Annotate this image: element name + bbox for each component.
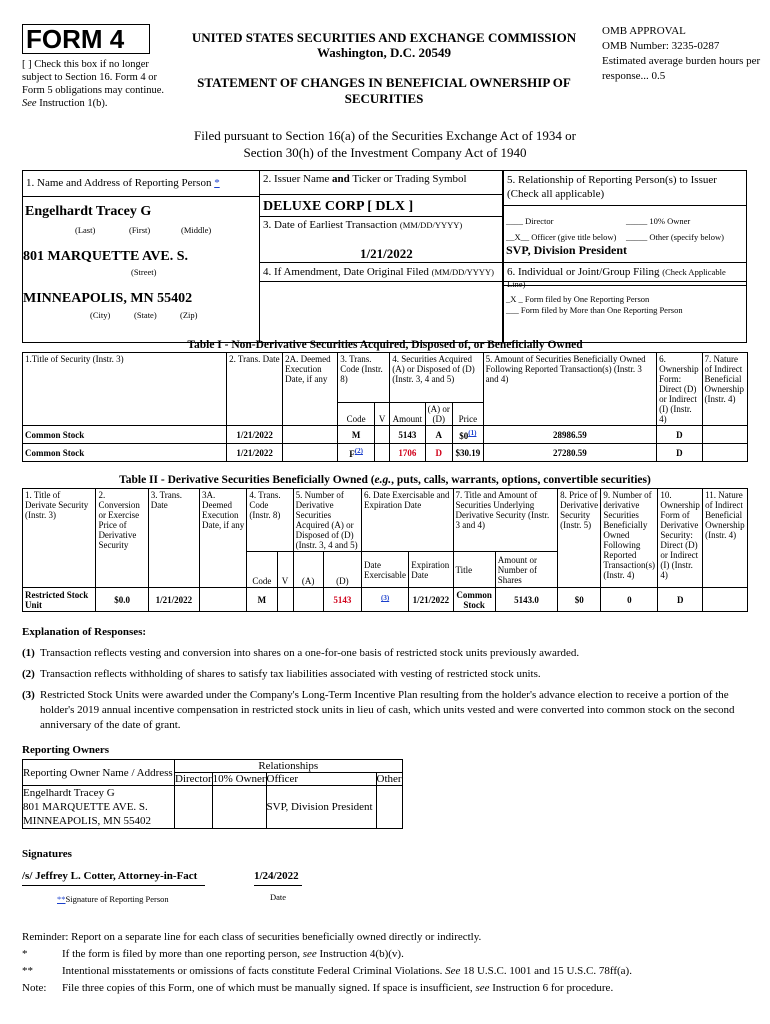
box3-label: 3. Date of Earliest Transaction (MM/DD/YYYY): [263, 219, 463, 231]
t1-sub-ad: (A) or (D): [425, 403, 453, 426]
t2-row-underlying-amount: 5143.0: [495, 588, 557, 612]
filing-basis: [150, 127, 620, 161]
t1-header-securities: 4. Securities Acquired (A) or Disposed of (D) (Instr. 3, 4 and 5): [390, 353, 483, 403]
signature-caption: **Signature of Reporting Person: [57, 894, 169, 904]
t2-sub-title: Title: [453, 552, 495, 588]
box2-label: 2. Issuer Name and Ticker or Trading Symbol: [263, 173, 467, 185]
box5-label: 5. Relationship of Reporting Person(s) to Issuer (Check all applicable): [507, 174, 717, 200]
t1-header-trans-date: 2. Trans. Date: [227, 353, 283, 426]
form-number-box: [22, 24, 150, 54]
t2-header-conversion: 2. Conversion or Exercise Price of Derivative Security: [96, 489, 148, 588]
ten-percent-owner-checkbox: _____ 10% Owner: [626, 216, 691, 226]
t1-row1-amount: 5143: [390, 426, 425, 444]
sec-location: Washington, D.C. 20549: [317, 45, 451, 60]
owner-name-address: Engelhardt Tracey G 801 MARQUETTE AVE. S. MINNEAPOLIS, MN 55402: [23, 786, 175, 829]
form-footnotes: [22, 929, 752, 997]
t1-row2-price: $30.19: [453, 444, 484, 462]
box1-label: 1. Name and Address of Reporting Person *: [26, 177, 220, 189]
table2-title: Table II - Derivative Securities Beneficially Owned (e.g., puts, calls, warrants, options, convertible securities): [119, 474, 651, 486]
t1-row2-ad: D: [425, 444, 453, 462]
table-row: [23, 444, 748, 462]
t1-header-nature: 7. Nature of Indirect Beneficial Ownership (Instr. 4): [702, 353, 747, 426]
t2-header-price: 8. Price of Derivative Security (Instr. 5): [558, 489, 601, 588]
t1-row1-form: D: [657, 426, 702, 444]
omb-approval-label: OMB APPROVAL: [602, 25, 686, 37]
statement-title: STATEMENT OF CHANGES IN BENEFICIAL OWNERSHIP OF SECURITIES: [197, 75, 571, 106]
t1-header-ownership-form: 6. Ownership Form: Direct (D) or Indirect (I) (Instr. 4): [657, 353, 702, 426]
explanation-title: Explanation of Responses:: [22, 626, 147, 638]
t2-sub-d: (D): [323, 552, 361, 588]
t2-row-expiration: 1/21/2022: [409, 588, 453, 612]
table-row: [23, 426, 748, 444]
check-note-see: See: [22, 98, 37, 109]
middle-label: (Middle): [181, 225, 212, 235]
t1-row1-ad: A: [425, 426, 453, 444]
t1-sub-code: Code: [338, 403, 375, 426]
t2-row-owned: 0: [601, 588, 658, 612]
filing-type-box: [503, 262, 747, 343]
footnote-double-star: ** Intentional misstatements or omissions of facts constitute Federal Criminal Violations. See 18 U.S.C. 1001 and 15 U.S.C. 78ff(a).: [22, 965, 632, 977]
director-checkbox: ____ Director: [506, 216, 554, 226]
owners-col-officer: Officer: [266, 773, 376, 786]
t1-row1-date: 1/21/2022: [227, 426, 283, 444]
table1-title: Table I - Non-Derivative Securities Acquired, Disposed of, or Beneficially Owned: [187, 339, 583, 351]
explanation-of-responses: [22, 625, 748, 733]
t2-row-form: D: [658, 588, 703, 612]
table2-derivative: [22, 488, 748, 612]
check-note-text: [ ] Check this box if no longer subject to Section 16. Form 4 or Form 5 obligations may continue.: [22, 59, 165, 96]
t1-row2-code-footnote[interactable]: (2): [354, 447, 363, 455]
table1-nonderivative: [22, 352, 748, 462]
reminder-note: Reminder: Report on a separate line for each class of securities beneficially owned directly or indirectly.: [22, 931, 482, 943]
reporting-person-name: Engelhardt Tracey G: [25, 204, 152, 219]
date-caption: Date: [269, 892, 287, 902]
omb-number: OMB Number: 3235-0287: [602, 40, 720, 52]
t1-row2-form: D: [657, 444, 702, 462]
owners-col-relationships: Relationships: [175, 760, 403, 773]
t2-header-number-owned: 9. Number of derivative Securities Beneficially Owned Following Reported Transaction(s) (Instr. 4): [601, 489, 658, 588]
t2-row-conversion: $0.0: [96, 588, 148, 612]
reporting-owners-title: Reporting Owners: [22, 744, 110, 756]
city-state-zip: MINNEAPOLIS, MN 55402: [23, 291, 193, 306]
t1-sub-amount: Amount: [390, 403, 425, 426]
t2-header-nature: 11. Nature of Indirect Beneficial Ownership (Instr. 4): [703, 489, 748, 588]
t1-row1-price-footnote[interactable]: (1): [468, 429, 477, 437]
t1-row2-title: Common Stock: [23, 444, 227, 462]
filing-basis-line2: Section 30(h) of the Investment Company Act of 1940: [243, 145, 527, 160]
t1-header-deemed-date: 2A. Deemed Execution Date, if any: [283, 353, 338, 426]
t1-row2-date: 1/21/2022: [227, 444, 283, 462]
reporting-owners-table: [22, 759, 403, 829]
first-label: (First): [129, 225, 151, 235]
t2-sub-expiration: Expiration Date: [409, 552, 453, 588]
owner-officer-title: SVP, Division President: [266, 786, 376, 829]
t2-sub-amount: Amount or Number of Shares: [495, 552, 557, 588]
t2-header-exercisable: 6. Date Exercisable and Expiration Date: [361, 489, 453, 552]
t2-row-underlying-title: Common Stock: [453, 588, 495, 612]
owners-col-ten-percent: 10% Owner: [212, 773, 266, 785]
check-note-instruction: Instruction 1(b).: [39, 98, 108, 109]
amendment-box: [259, 262, 503, 343]
t1-row1-owned: 28986.59: [483, 426, 656, 444]
t2-row-disposed: 5143: [323, 588, 361, 612]
t2-sub-exercisable: Date Exercisable: [361, 552, 408, 588]
t2-row-exercisable-cell: [361, 588, 408, 612]
t1-row2-code-cell: $F^{(2)}$: [338, 444, 375, 462]
t2-header-deemed-date: 3A. Deemed Execution Date, if any: [200, 489, 247, 588]
form-label: FORM 4: [26, 24, 125, 54]
t2-sub-v: V: [277, 552, 293, 588]
t2-row-date: 1/21/2022: [148, 588, 199, 612]
t1-row1-price-cell: $0$^{(1)}$: [453, 426, 484, 444]
t2-row-exercisable-footnote[interactable]: (3): [381, 594, 390, 602]
t1-row1-code: M: [338, 426, 375, 444]
state-label: (State): [134, 310, 157, 320]
t2-header-trans-code: 4. Trans. Code (Instr. 8): [247, 489, 293, 552]
reporting-owners-section: [22, 744, 403, 829]
table-row: [23, 588, 748, 612]
omb-approval-block: [602, 24, 762, 84]
t2-header-ownership-form: 10. Ownership Form of Derivative Security: Direct (D) or Indirect (I) (Instr. 4): [658, 489, 703, 588]
t1-sub-price: Price: [453, 403, 484, 426]
explanation-item: (3) Restricted Stock Units were awarded under the Company's Long-Term Incentive Plan resulting from the holder's advance election to receive a portion of the holder's 2019 annual incentive compensation in restricted stock units in lieu of cash, which units vested and were converted into common stock on the second anniversary of the date of grant.: [22, 689, 735, 731]
owners-col-director: Director: [175, 773, 212, 785]
t2-row-title: Restricted Stock Unit: [23, 588, 96, 612]
t1-row2-amount: 1706: [390, 444, 425, 462]
reporting-person-box: [22, 170, 260, 343]
footnote-star: * If the form is filed by more than one reporting person, see Instruction 4(b)(v).: [22, 948, 404, 960]
t1-header-title: 1.Title of Security (Instr. 3): [23, 353, 227, 426]
filed-by-one-option: _X _ Form filed by One Reporting Person: [506, 294, 650, 304]
officer-checkbox: __X__ Officer (give title below): [506, 232, 617, 242]
last-label: (Last): [75, 225, 96, 235]
signatures-title: Signatures: [22, 848, 72, 860]
other-checkbox: _____ Other (specify below): [626, 232, 724, 242]
t1-row1-title: Common Stock: [23, 426, 227, 444]
box6-label: 6. Individual or Joint/Group Filing (Check Applicable Line): [507, 266, 726, 289]
t1-sub-v: V: [374, 403, 389, 426]
signer-name: /s/ Jeffrey L. Cotter, Attorney-in-Fact: [22, 870, 205, 886]
t2-header-underlying: 7. Title and Amount of Securities Underlying Derivative Security (Instr. 3 and 4): [453, 489, 558, 552]
street-address: 801 MARQUETTE AVE. S.: [23, 249, 189, 264]
officer-title: SVP, Division President: [506, 243, 628, 257]
sec-heading: [178, 30, 590, 60]
filing-basis-line1: Filed pursuant to Section 16(a) of the Securities Exchange Act of 1934 or: [194, 128, 576, 143]
t2-row-code: M: [247, 588, 277, 612]
footnote-note: Note: File three copies of this Form, one of which must be manually signed. If space is insufficient, see Instruction 6 for procedure.: [22, 982, 614, 994]
t2-header-number: 5. Number of Derivative Securities Acquired (A) or Disposed of (D) (Instr. 3, 4 and 5): [293, 489, 361, 552]
explanation-item: (1) Transaction reflects vesting and conversion into shares on a one-for-one basis of restricted stock units previously awarded.: [22, 647, 580, 659]
t1-header-trans-code: 3. Trans. Code (Instr. 8): [338, 353, 390, 403]
signature-date: 1/24/2022: [254, 870, 302, 886]
owners-col-name: Reporting Owner Name / Address: [23, 760, 175, 786]
box4-label: 4. If Amendment, Date Original Filed (MM/DD/YYYY): [263, 266, 494, 278]
omb-burden: Estimated average burden hours per response... 0.5: [602, 55, 761, 82]
street-label: (Street): [131, 267, 157, 277]
owners-col-other: Other: [376, 773, 402, 785]
earliest-transaction-date: 1/21/2022: [360, 246, 413, 261]
issuer-name-ticker: DELUXE CORP [ DLX ]: [263, 199, 414, 214]
sec-name: UNITED STATES SECURITIES AND EXCHANGE COMMISSION: [191, 30, 577, 45]
t1-header-amount-owned: 5. Amount of Securities Beneficially Owned Following Reported Transaction(s) (Instr. 3 and 4): [483, 353, 656, 426]
signatures-section: [22, 848, 302, 904]
section16-check-note: [22, 58, 172, 110]
filed-by-more-option: ___ Form filed by More than One Reporting Person: [506, 305, 683, 315]
city-label: (City): [90, 310, 111, 320]
t2-sub-a: (A): [293, 552, 323, 588]
t2-row-deriv-price: $0: [558, 588, 601, 612]
t1-row2-owned: 27280.59: [483, 444, 656, 462]
t2-header-title: 1. Title of Derivate Security (Instr. 3): [23, 489, 96, 588]
t2-sub-code: Code: [247, 552, 277, 588]
zip-label: (Zip): [180, 310, 198, 320]
box1-footnote-star[interactable]: *: [214, 177, 220, 189]
t2-header-trans-date: 3. Trans. Date: [148, 489, 199, 588]
explanation-item: (2) Transaction reflects withholding of shares to satisfy tax liabilities associated with vesting of restricted stock units.: [22, 668, 541, 680]
